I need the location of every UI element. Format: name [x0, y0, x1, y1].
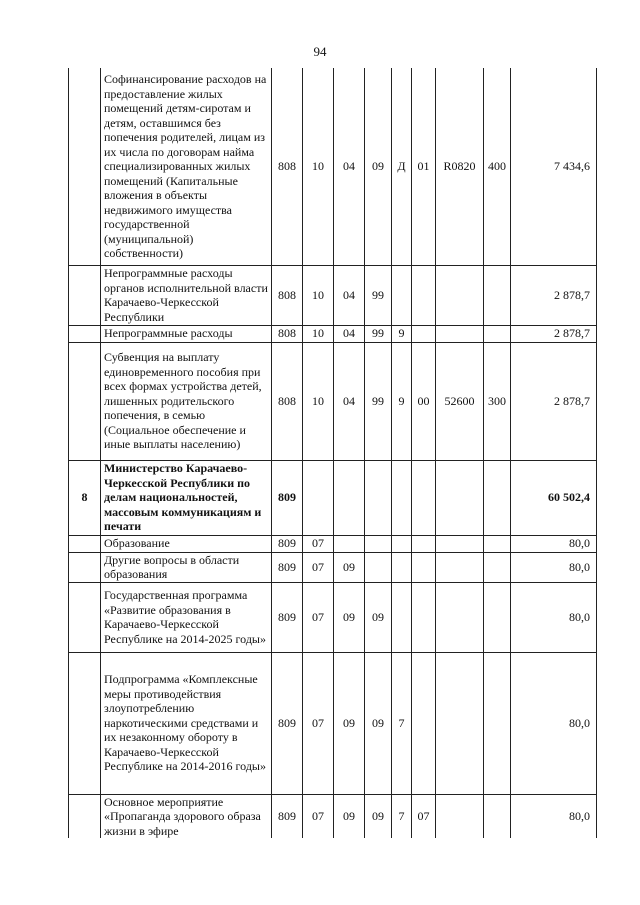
program-code-cell — [365, 460, 392, 535]
program-code-cell: 09 — [365, 794, 392, 838]
direction-code-cell — [436, 582, 484, 652]
ministry-code-cell: 808 — [272, 325, 303, 342]
expense-type-code-cell — [484, 265, 511, 325]
direction-code-cell: R0820 — [436, 68, 484, 265]
subsection-code-cell: 09 — [334, 582, 365, 652]
budget-table — [68, 68, 597, 838]
program-code-cell: 09 — [365, 652, 392, 794]
row-number-cell — [69, 794, 101, 838]
row-name-cell: Образование — [101, 535, 272, 552]
table-row — [69, 68, 597, 265]
section-code-cell: 10 — [303, 265, 334, 325]
subprogram-code-cell: 9 — [392, 342, 412, 460]
table-row — [69, 552, 597, 582]
amount-cell: 7 434,6 — [511, 68, 597, 265]
section-code-cell: 07 — [303, 582, 334, 652]
event-code-cell — [412, 652, 436, 794]
row-number-cell — [69, 535, 101, 552]
row-number-cell — [69, 265, 101, 325]
ministry-code-cell: 809 — [272, 582, 303, 652]
subprogram-code-cell: Д — [392, 68, 412, 265]
section-code-cell: 07 — [303, 552, 334, 582]
budget-table-body — [69, 68, 597, 838]
subprogram-code-cell: 9 — [392, 325, 412, 342]
table-row — [69, 535, 597, 552]
ministry-code-cell: 809 — [272, 460, 303, 535]
amount-cell: 2 878,7 — [511, 325, 597, 342]
direction-code-cell — [436, 652, 484, 794]
ministry-code-cell: 809 — [272, 535, 303, 552]
amount-cell: 80,0 — [511, 535, 597, 552]
row-name-cell: Государственная программа «Развитие образования в Карачаево-Черкесской Республике на 2014-2025 годы» — [101, 582, 272, 652]
page-number: 94 — [313, 44, 327, 59]
direction-code-cell: 52600 — [436, 342, 484, 460]
section-code-cell — [303, 460, 334, 535]
table-row — [69, 794, 597, 838]
direction-code-cell — [436, 325, 484, 342]
subsection-code-cell: 09 — [334, 794, 365, 838]
direction-code-cell — [436, 460, 484, 535]
subsection-code-cell: 04 — [334, 342, 365, 460]
table-row — [69, 652, 597, 794]
event-code-cell — [412, 460, 436, 535]
ministry-code-cell: 808 — [272, 68, 303, 265]
subprogram-code-cell: 7 — [392, 794, 412, 838]
subsection-code-cell: 04 — [334, 68, 365, 265]
subsection-code-cell: 04 — [334, 265, 365, 325]
row-number-cell — [69, 325, 101, 342]
event-code-cell — [412, 582, 436, 652]
expense-type-code-cell — [484, 325, 511, 342]
program-code-cell: 99 — [365, 325, 392, 342]
row-name-cell: Субвенция на выплату единовременного пособия при всех формах устройства детей, лишенных родительского попечения, в семью (Социальное обеспечение и иные выплаты населению) — [101, 342, 272, 460]
amount-cell: 80,0 — [511, 794, 597, 838]
subprogram-code-cell — [392, 552, 412, 582]
program-code-cell: 09 — [365, 68, 392, 265]
table-row — [69, 325, 597, 342]
event-code-cell — [412, 535, 436, 552]
expense-type-code-cell: 300 — [484, 342, 511, 460]
subsection-code-cell: 09 — [334, 552, 365, 582]
row-name-cell: Непрограммные расходы органов исполнительной власти Карачаево-Черкесской Республики — [101, 265, 272, 325]
ministry-code-cell: 809 — [272, 794, 303, 838]
section-code-cell: 10 — [303, 68, 334, 265]
expense-type-code-cell — [484, 652, 511, 794]
program-code-cell: 99 — [365, 265, 392, 325]
row-name-cell: Другие вопросы в области образования — [101, 552, 272, 582]
row-name-cell: Непрограммные расходы — [101, 325, 272, 342]
ministry-code-cell: 808 — [272, 265, 303, 325]
expense-type-code-cell — [484, 460, 511, 535]
event-code-cell — [412, 325, 436, 342]
program-code-cell: 99 — [365, 342, 392, 460]
subprogram-code-cell — [392, 460, 412, 535]
expense-type-code-cell — [484, 794, 511, 838]
table-row — [69, 460, 597, 535]
program-code-cell — [365, 552, 392, 582]
amount-cell: 80,0 — [511, 552, 597, 582]
table-row — [69, 342, 597, 460]
amount-cell: 80,0 — [511, 582, 597, 652]
ministry-code-cell: 808 — [272, 342, 303, 460]
expense-type-code-cell — [484, 552, 511, 582]
subsection-code-cell: 09 — [334, 652, 365, 794]
section-code-cell: 07 — [303, 794, 334, 838]
subsection-code-cell: 04 — [334, 325, 365, 342]
program-code-cell — [365, 535, 392, 552]
row-name-cell: Подпрограмма «Комплексные меры противодействия злоупотреблению наркотическими средствами и их незаконному обороту в Карачаево-Черкесской Республике на 2014-2016 годы» — [101, 652, 272, 794]
event-code-cell — [412, 552, 436, 582]
direction-code-cell — [436, 535, 484, 552]
direction-code-cell — [436, 552, 484, 582]
subprogram-code-cell: 7 — [392, 652, 412, 794]
row-number-cell — [69, 552, 101, 582]
event-code-cell: 07 — [412, 794, 436, 838]
subsection-code-cell — [334, 460, 365, 535]
row-name-cell: Софинансирование расходов на предоставление жилых помещений детям-сиротам и детям, оставшимся без попечения родителей, лицам из их числа по договорам найма специализированных жилых помещений (Капитальные вложения в объекты недвижимого имущества государственной (муниципальной) собственности) — [101, 68, 272, 265]
program-code-cell: 09 — [365, 582, 392, 652]
table-row — [69, 582, 597, 652]
ministry-code-cell: 809 — [272, 652, 303, 794]
row-name-cell: Министерство Карачаево-Черкесской Республики по делам национальностей, массовым коммуникациям и печати — [101, 460, 272, 535]
amount-cell: 60 502,4 — [511, 460, 597, 535]
direction-code-cell — [436, 794, 484, 838]
expense-type-code-cell — [484, 535, 511, 552]
section-code-cell: 07 — [303, 535, 334, 552]
subsection-code-cell — [334, 535, 365, 552]
section-code-cell: 07 — [303, 652, 334, 794]
row-number-cell — [69, 68, 101, 265]
event-code-cell — [412, 265, 436, 325]
section-code-cell: 10 — [303, 325, 334, 342]
amount-cell: 80,0 — [511, 652, 597, 794]
row-number-cell: 8 — [69, 460, 101, 535]
subprogram-code-cell — [392, 535, 412, 552]
ministry-code-cell: 809 — [272, 552, 303, 582]
expense-type-code-cell — [484, 582, 511, 652]
direction-code-cell — [436, 265, 484, 325]
row-number-cell — [69, 342, 101, 460]
section-code-cell: 10 — [303, 342, 334, 460]
table-row — [69, 265, 597, 325]
amount-cell: 2 878,7 — [511, 342, 597, 460]
row-number-cell — [69, 652, 101, 794]
row-name-cell: Основное мероприятие «Пропаганда здорового образа жизни в эфире — [101, 794, 272, 838]
event-code-cell: 01 — [412, 68, 436, 265]
expense-type-code-cell: 400 — [484, 68, 511, 265]
subprogram-code-cell — [392, 582, 412, 652]
amount-cell: 2 878,7 — [511, 265, 597, 325]
event-code-cell: 00 — [412, 342, 436, 460]
row-number-cell — [69, 582, 101, 652]
subprogram-code-cell — [392, 265, 412, 325]
